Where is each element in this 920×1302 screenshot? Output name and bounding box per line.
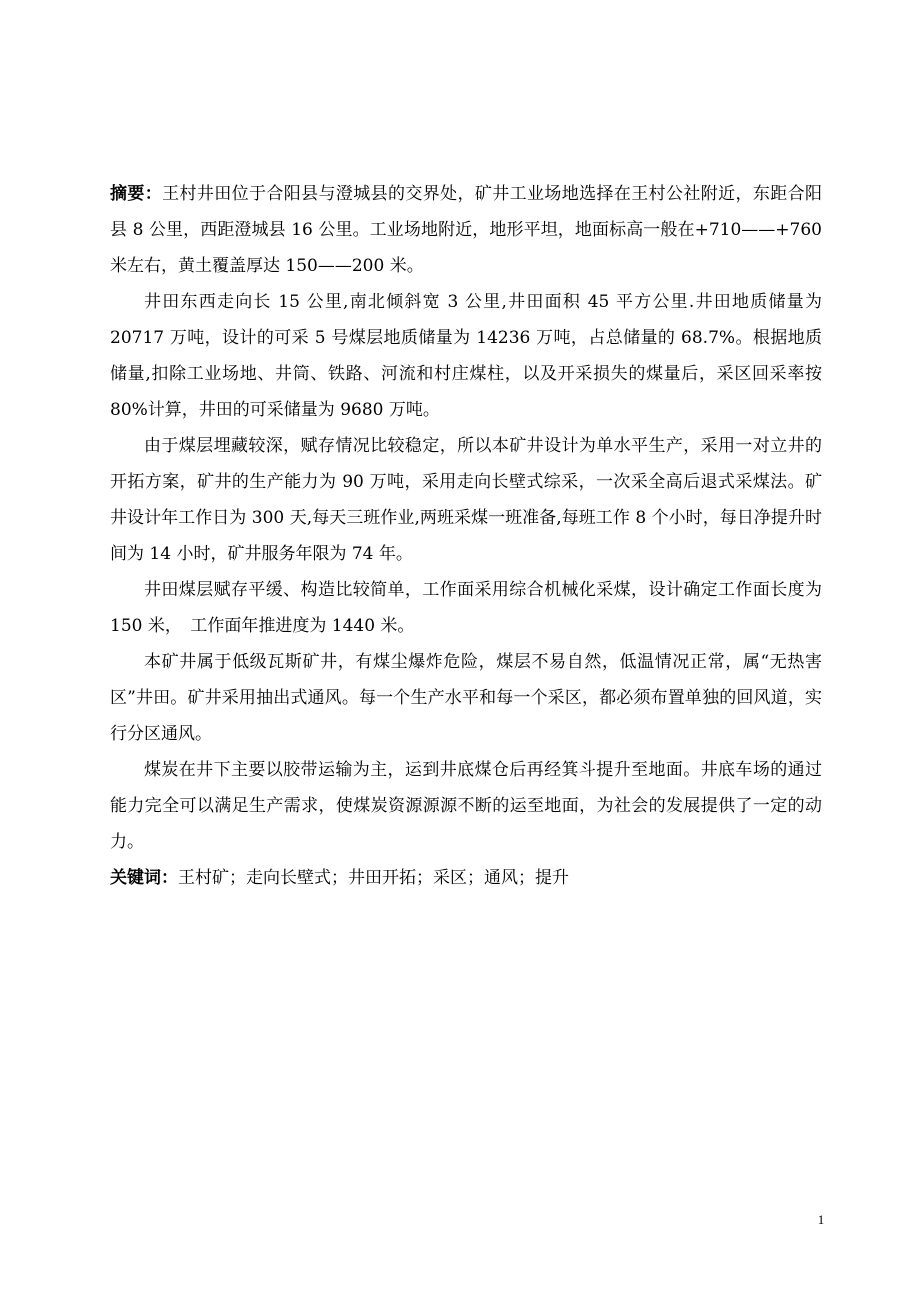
keywords-text: 王村矿；走向长壁式；井田开拓；采区；通风；提升 <box>178 868 569 888</box>
abstract-section <box>110 176 822 896</box>
page-number: 1 <box>817 1212 825 1227</box>
keywords-line <box>110 860 822 896</box>
body-paragraph-3: 井田煤层赋存平缓、构造比较简单，工作面采用综合机械化采煤，设计确定工作面长度为 150 米， 工作面年推进度为 1440 米。 <box>110 580 822 636</box>
abstract-label: 摘要： <box>110 184 163 204</box>
body-paragraph-2: 由于煤层埋藏较深，赋存情况比较稳定，所以本矿井设计为单水平生产，采用一对立井的开拓方案，矿井的生产能力为 90 万吨，采用走向长壁式综采，一次采全高后退式采煤法。矿井设计年工作日为 300 天,每天三班作业,两班采煤一班准备,每班工作 8 个小时，每日净提升时间为 14 小时，矿井服务年限为 74 年。 <box>110 436 822 564</box>
abstract-text: 王村井田位于合阳县与澄城县的交界处，矿井工业场地选择在王村公社附近，东距合阳县 8 公里，西距澄城县 16 公里。工业场地附近，地形平坦，地面标高一般在+710——+760 米左右，黄土覆盖厚达 150——200 米。 <box>110 184 822 276</box>
body-paragraph-4: 本矿井属于低级瓦斯矿井，有煤尘爆炸危险，煤层不易自然，低温情况正常，属“无热害区”井田。矿井采用抽出式通风。每一个生产水平和每一个采区，都必须布置单独的回风道，实行分区通风。 <box>110 652 822 744</box>
body-paragraph-5: 煤炭在井下主要以胶带运输为主，运到井底煤仓后再经箕斗提升至地面。井底车场的通过能力完全可以满足生产需求，使煤炭资源源源不断的运至地面，为社会的发展提供了一定的动力。 <box>110 760 822 852</box>
keywords-label: 关键词： <box>110 868 178 888</box>
body-paragraph-1: 井田东西走向长 15 公里,南北倾斜宽 3 公里,井田面积 45 平方公里.井田地质储量为 20717 万吨，设计的可采 5 号煤层地质储量为 14236 万吨，占总储量的 68.7%。根据地质储量,扣除工业场地、井筒、铁路、河流和村庄煤柱，以及开采损失的煤量后，采区回采率按 80%计算，井田的可采储量为 9680 万吨。 <box>110 292 822 420</box>
abstract-paragraph <box>110 176 822 284</box>
